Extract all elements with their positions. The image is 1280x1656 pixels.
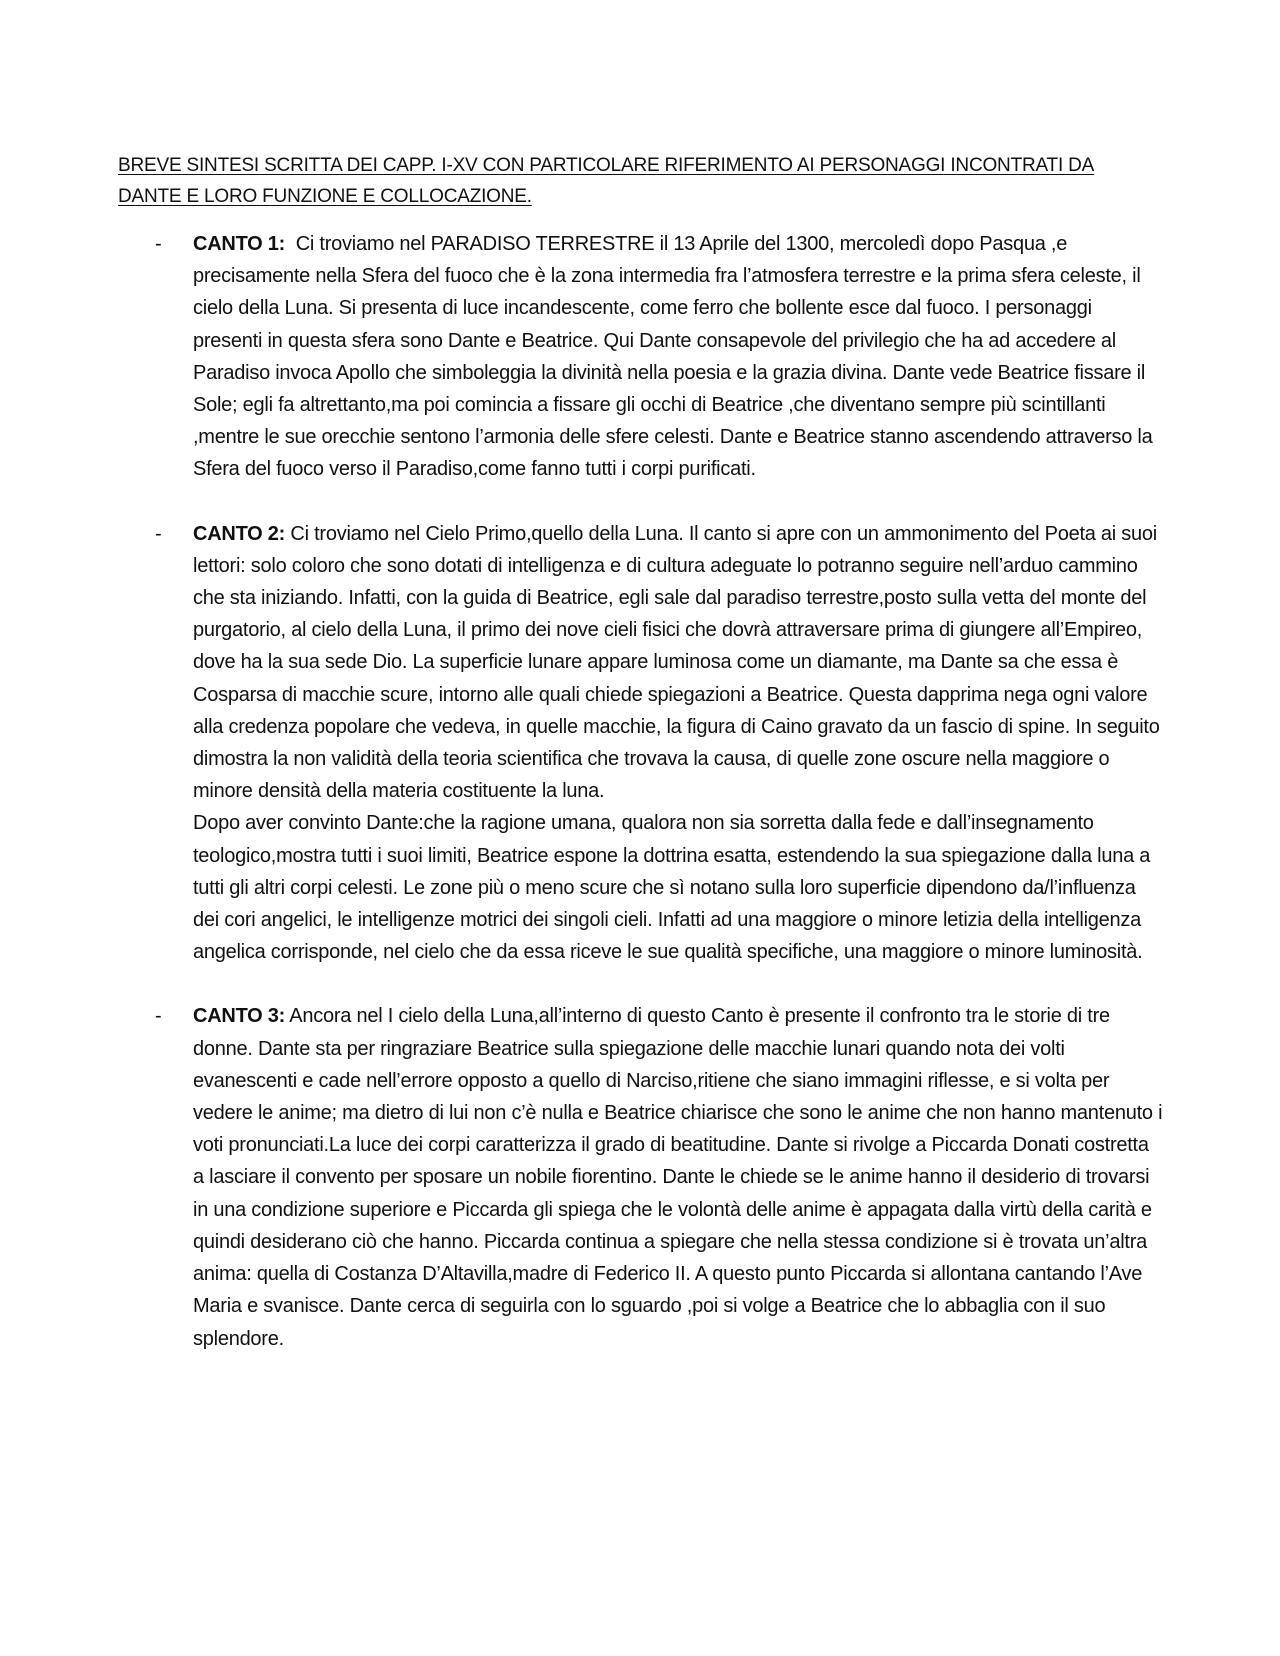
canto-3-paragraph-1-text: Ancora nel I cielo della Luna,all’interno di questo Canto è presente il confronto tra le storie di tre donne. Dante sta per ringraziare Beatrice sulla spiegazione delle macchie lunari quando nota dei volti evanescenti e cade nell’errore opposto a quello di Narciso,ritiene che siano immagini riflesse, e si volta per vedere le anime; ma dietro di lui non c’è nulla e Beatrice chiarisce che sono le anime che non hanno mantenuto i voti pronunciati.La luce dei corpi caratterizza il grado di beatitudine. Dante si rivolge a Piccarda Donati costretta a lasciare il convento per sposare un nobile fiorentino. Dante le chiede se le anime hanno il desiderio di trovarsi in una condizione superiore e Piccarda gli spiega che le volontà delle anime è appagata dalla virtù della carità e quindi desiderano ciò che hanno. Piccarda continua a spiegare che nella stessa condizione si è trovata un’altra anima: quella di Costanza D’Altavilla,madre di Federico II. A questo punto Piccarda si allontana cantando l’Ave Maria e svanisce. Dante cerca di seguirla con lo sguardo ,poi si volge a Beatrice che lo abbaglia con il suo splendore. [193, 1005, 1163, 1350]
canto-3-item [0, 1000, 1280, 1354]
canto-3-text [193, 1000, 1163, 1354]
canto-3-paragraph-1 [193, 1000, 1163, 1354]
canto-2-paragraph-1 [193, 518, 1163, 808]
canto-2-text [193, 518, 1163, 969]
canto-2-paragraph-1-text: Ci troviamo nel Cielo Primo,quello della Luna. Il canto si apre con un ammonimento del Poeta ai suoi lettori: solo coloro che sono dotati di intelligenza e di cultura adeguate lo potranno seguire nell’arduo cammino che sta iniziando. Infatti, con la guida di Beatrice, egli sale dal paradiso terrestre,posto sulla vetta del monte del purgatorio, al cielo della Luna, il primo dei nove cieli fisici che dovrà attraversare prima di giungere all’Empireo, dove ha la sua sede Dio. La superficie lunare appare luminosa come un diamante, ma Dante sa che essa è Cosparsa di macchie scure, intorno alle quali chiede spiegazioni a Beatrice. Questa dapprima nega ogni valore alla credenza popolare che vedeva, in quelle macchie, la figura di Caino gravato da un fascio di spine. In seguito dimostra la non validità della teoria scientifica che trovava la causa, di quelle zone oscure nella maggiore o minore densità della materia costituente la luna. [193, 522, 1160, 803]
canto-2-paragraph-2: Dopo aver convinto Dante:che la ragione umana, qualora non sia sorretta dalla fede e dall’insegnamento teologico,mostra tutti i suoi limiti, Beatrice espone la dottrina esatta, estendendo la sua spiegazione dalla luna a tutti gli altri corpi celesti. Le zone più o meno scure che sì notano sulla loro superficie dipendono da/l’influenza dei cori angelici, le intelligenze motrici dei singoli cieli. Infatti ad una maggiore o minore letizia della intelligenza angelica corrisponde, nel cielo che da essa riceve le sue qualità specifiche, una maggiore o minore luminosità. [193, 812, 1151, 964]
canto-2-item [0, 518, 1280, 969]
canto-3-label: CANTO 3: [193, 1005, 286, 1028]
canto-1-label: CANTO 1: [193, 233, 286, 255]
canto-1-paragraph-1 [193, 228, 1163, 486]
canto-2-label: CANTO 2: [193, 522, 286, 545]
list-bullet: - [155, 522, 162, 545]
canto-list [0, 228, 1280, 1387]
canto-1-paragraph-1-text: Ci troviamo nel PARADISO TERRESTRE il 13 Aprile del 1300, mercoledì dopo Pasqua ,e precisamente nella Sfera del fuoco che è la zona intermedia fra l’atmosfera terrestre e la prima sfera celeste, il cielo della Luna. Si presenta di luce incandescente, come ferro che bollente esce dal fuoco. I personaggi presenti in questa sfera sono Dante e Beatrice. Qui Dante consapevole del privilegio che ha ad accedere al Paradiso invoca Apollo che simboleggia la divinità nella poesia e la grazia divina. Dante vede Beatrice fissare il Sole; egli fa altrettanto,ma poi comincia a fissare gli occhi di Beatrice ,che diventano sempre più scintillanti ,mentre le sue orecchie sentono l’armonia delle sfere celesti. Dante e Beatrice stanno ascendendo attraverso la Sfera del fuoco verso il Paradiso,come fanno tutti i corpi purificati. [193, 233, 1153, 481]
list-bullet: - [155, 1005, 162, 1028]
canto-1-item [0, 228, 1280, 486]
canto-1-text [193, 228, 1163, 486]
document-title: BREVE SINTESI SCRITTA DEI CAPP. I-XV CON PARTICOLARE RIFERIMENTO AI PERSONAGGI INCONTRATI DA DANTE E LORO FUNZIONE E COLLOCAZIONE. [118, 155, 1095, 207]
list-bullet: - [155, 233, 162, 255]
